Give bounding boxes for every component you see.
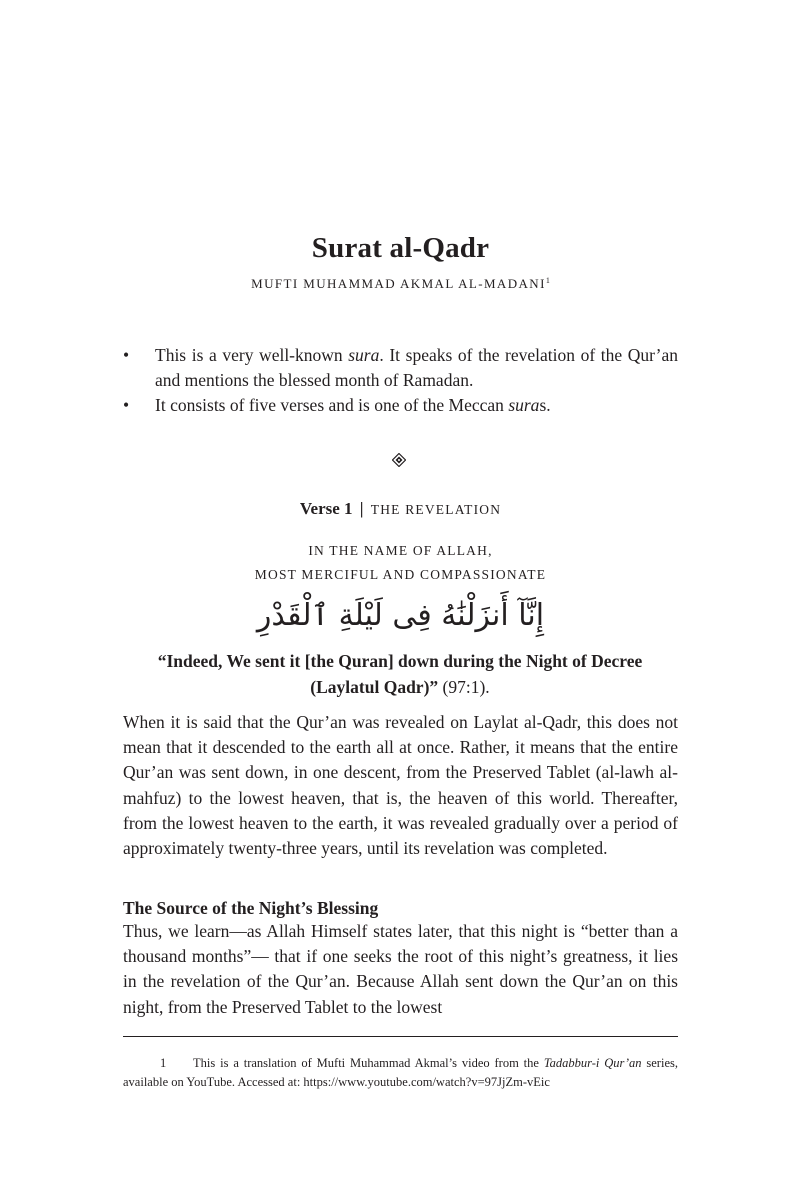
paragraph-text: When it is said that the Qur’an was revealed on Laylat al-Qadr, this does not mean that it descended to the earth all at once. Rather, it means that the entire Qur’an was sent down, in one descent, from the Preserved Tablet (al-lawh al-mahfuz) to the lowest heaven, that is, the heaven of this world. Thereafter, from the lowest heaven to the earth, it was revealed gradually over a period of approximately twenty-three years, until its revelation was completed. xyxy=(123,712,678,859)
footnote-series-title: Tadabbur-i Qur’an xyxy=(543,1056,642,1070)
bullet-icon: • xyxy=(123,395,130,415)
paragraph-text: Thus, we learn—as Allah Himself states later, that this night is “better than a thousand months”— that if one seeks the root of this night’s greatness, it lies in the revelation of the Qur’an. Because Allah sent down the Qur’an on this night, from the Preserved Tablet to the lowest xyxy=(123,921,678,1017)
verse-translation xyxy=(150,648,650,700)
intro-bullet-list xyxy=(123,343,678,418)
bullet-text: It consists of five verses and is one of the Meccan suras. xyxy=(155,395,551,415)
basmala-line: IN THE NAME OF ALLAH, xyxy=(308,543,493,558)
list-item xyxy=(123,393,678,418)
list-item xyxy=(123,343,678,393)
diamond-ornament-icon xyxy=(392,453,406,467)
footnote-text: This is a translation of Mufti Muhammad Akmal’s video from the xyxy=(193,1056,544,1070)
section-subheading: The Source of the Night’s Blessing xyxy=(123,898,379,918)
bullet-text: This is a very well-known sura. It speaks of the revelation of the Qur’an and mentions the blessed month of Ramadan. xyxy=(155,345,678,390)
heading-separator: | xyxy=(359,499,364,518)
author-line xyxy=(0,276,801,292)
arabic-verse: إِنَّآ أَنزَلْنَٰهُ فِى لَيْلَةِ ٱلْقَدْرِ xyxy=(256,598,545,633)
bullet-icon: • xyxy=(123,345,130,365)
verse-subtitle: THE REVELATION xyxy=(370,502,502,517)
verse-reference: (97:1). xyxy=(438,677,490,697)
basmala xyxy=(0,539,801,587)
footnote-link-text[interactable]: series, available on YouTube. Accessed at: https://www.youtube.com/watch?v=97JjZm-vEic xyxy=(123,1056,678,1089)
body-paragraph xyxy=(123,919,678,1020)
basmala-line: MOST MERCIFUL AND COMPASSIONATE xyxy=(254,567,547,582)
page-title: Surat al-Qadr xyxy=(311,232,490,264)
verse-heading xyxy=(0,499,801,519)
footnote-reference[interactable]: 1 xyxy=(545,276,550,285)
author-name: MUFTI MUHAMMAD AKMAL AL-MADANI xyxy=(251,276,546,291)
footnote-number: 1 xyxy=(160,1056,167,1070)
body-paragraph xyxy=(123,710,678,861)
translation-quote: “Indeed, We sent it [the Quran] down during the Night of Decree (Laylatul Qadr)” xyxy=(157,651,643,697)
verse-number: Verse 1 xyxy=(299,499,353,518)
footnote xyxy=(123,1054,678,1091)
footnote-divider xyxy=(123,1036,678,1037)
